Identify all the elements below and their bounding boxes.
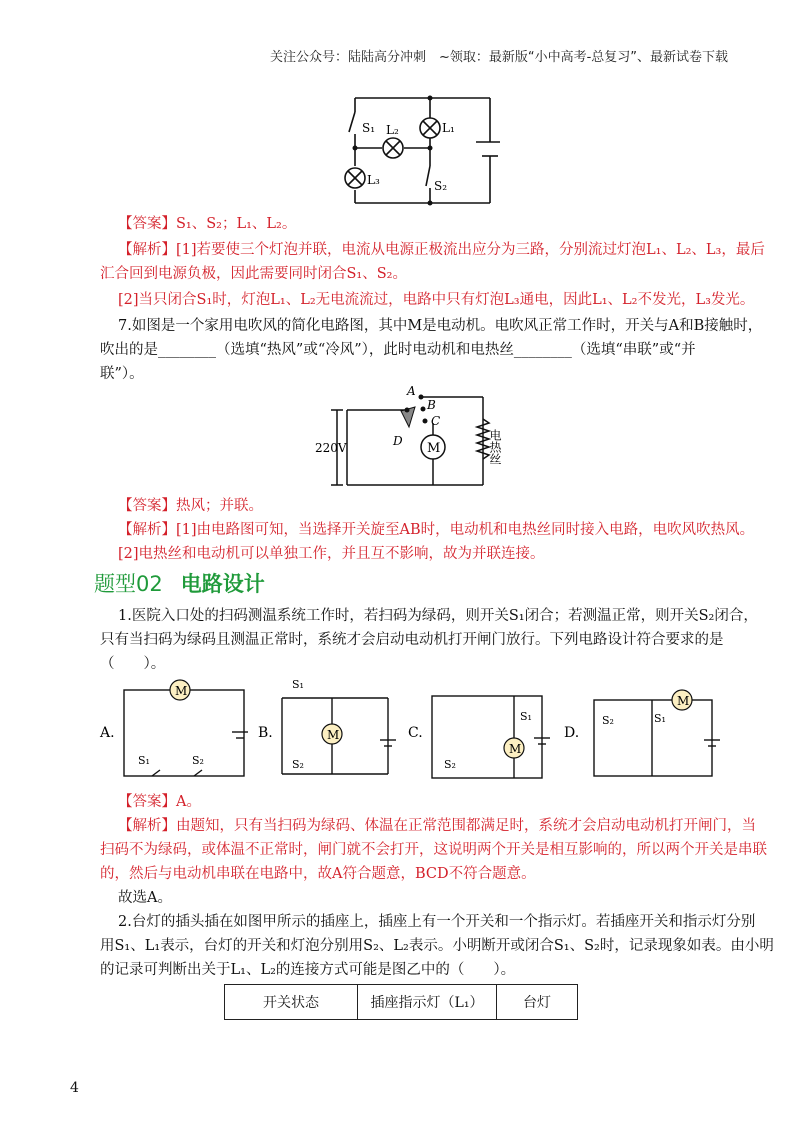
a-s1: S₁ (138, 754, 150, 767)
section-title (92, 568, 265, 598)
analysis-text: [1]由电路图可知，当选择开关旋至AB时，电动机和电热丝同时接入电路，电吹风吹热风。 (176, 522, 755, 538)
analysis-text: [1]若要使三个灯泡并联，电流从电源正极流出应分为三路，分别流过灯泡L₁、L₂、L₃，最后 (176, 242, 765, 258)
q7-stem-2: 吹出的是________（选填“热风”或“冷风”），此时电动机和电热丝________（选填“串联”或“并 (100, 342, 696, 358)
answer-tag: 【答案】 (118, 216, 176, 232)
section-number: 题型02 (94, 572, 163, 596)
q6-analysis-1a (118, 240, 765, 260)
p2-stem-1: 2.台灯的插头插在如图甲所示的插座上，插座上有一个开关和一个指示灯。若插座开关和指示灯分别 (118, 914, 756, 930)
table-header-cell: 开关状态 (225, 985, 358, 1020)
label-heater: 电热丝 (488, 429, 502, 465)
label-c: C (431, 414, 441, 428)
b-s2: S₂ (292, 758, 304, 771)
q6-analysis-1b: 汇合回到电源负极，因此需要同时闭合S₁、S₂。 (100, 266, 407, 282)
p1-analysis-1 (118, 816, 756, 836)
p1-answer (118, 792, 201, 812)
label-voltage: 220V (315, 441, 347, 455)
c-s1: S₁ (520, 710, 532, 723)
q7-analysis-1 (118, 520, 754, 540)
q7-dryer-circuit-figure (315, 385, 515, 495)
label-l2: L₂ (386, 123, 399, 137)
a-s2: S₂ (192, 754, 204, 767)
q6-analysis-2: [2]当只闭合S₁时，灯泡L₁、L₂无电流流过，电路中只有灯泡L₃通电，因此L₁、L₂不发光，L₃发光。 (118, 292, 755, 308)
record-table (224, 984, 578, 1020)
q7-answer (118, 496, 263, 516)
motor-a: M (175, 684, 188, 698)
table-header-row (225, 985, 578, 1020)
option-d: D. (564, 725, 580, 741)
analysis-text: 由题知，只有当扫码为绿码、体温在正常范围都满足时，系统才会启动电动机打开闸门，当 (176, 818, 756, 834)
p1-stem-1: 1.医院入口处的扫码测温系统工作时，若扫码为绿码，则开关S₁闭合；若测温正常，则开关S₂闭合， (118, 608, 758, 624)
table-header-cell: 插座指示灯（L₁） (358, 985, 497, 1020)
label-s1: S₁ (362, 121, 376, 135)
label-motor: M (427, 441, 441, 456)
q6-answer (118, 214, 296, 234)
section-subtitle: 电路设计 (180, 572, 265, 596)
p2-stem-3: 的记录可判断出关于L₁、L₂的连接方式可能是图乙中的（ ）。 (100, 962, 516, 978)
analysis-tag: 【解析】 (118, 818, 176, 834)
p1-analysis-2: 扫码不为绿码，或体温不正常时，闸门就不会打开，这说明两个开关是相互影响的，所以两个开关是串联 (100, 842, 767, 858)
label-b: B (427, 398, 436, 412)
p1-options-figure (96, 676, 726, 786)
p1-stem-3: （ ）。 (100, 656, 166, 672)
p1-analysis-3: 的，然后与电动机串联在电路中，故A符合题意，BCD不符合题意。 (100, 866, 536, 882)
label-l1: L₁ (442, 121, 455, 135)
answer-text: A。 (176, 794, 201, 810)
option-c: C. (408, 725, 423, 741)
p2-stem-2: 用S₁、L₁表示，台灯的开关和灯泡分别用S₂、L₂表示。小明断开或闭合S₁、S₂时，记录现象如表。由小明 (100, 938, 774, 954)
d-s1: S₁ (654, 712, 666, 725)
table-header-cell: 台灯 (497, 985, 578, 1020)
b-s1: S₁ (292, 678, 304, 691)
q7-stem-1: 7.如图是一个家用电吹风的简化电路图，其中M是电动机。电吹风正常工作时，开关与A和B接触时， (118, 318, 763, 334)
q7-analysis-2: [2]电热丝和电动机可以单独工作，并且互不影响，故为并联连接。 (118, 546, 545, 562)
p1-stem-2: 只有当扫码为绿码且测温正常时，系统才会启动电动机打开闸门放行。下列电路设计符合要求的是 (100, 632, 724, 648)
answer-text: S₁、S₂；L₁、L₂。 (176, 216, 297, 232)
q6-circuit-figure (330, 90, 500, 210)
label-d: D (393, 434, 403, 448)
motor-b: M (327, 728, 340, 742)
q7-stem-3: 联”）。 (100, 366, 144, 382)
label-l3: L₃ (367, 173, 380, 187)
answer-text: 热风；并联。 (176, 498, 263, 514)
motor-c: M (509, 742, 522, 756)
answer-tag: 【答案】 (118, 794, 176, 810)
page-number: 4 (70, 1080, 79, 1096)
c-s2: S₂ (444, 758, 456, 771)
option-b: B. (258, 725, 273, 741)
label-s2: S₂ (434, 179, 448, 193)
motor-d: M (677, 694, 690, 708)
d-s2: S₂ (602, 714, 614, 727)
page-header: 关注公众号：陆陆高分冲刺 ~领取：最新版“小中高考-总复习”、最新试卷下载 (269, 50, 728, 65)
analysis-tag: 【解析】 (118, 522, 176, 538)
option-a: A. (100, 725, 115, 741)
label-a: A (407, 385, 416, 398)
analysis-tag: 【解析】 (118, 242, 176, 258)
answer-tag: 【答案】 (118, 498, 176, 514)
p1-conclusion: 故选A。 (118, 890, 172, 906)
